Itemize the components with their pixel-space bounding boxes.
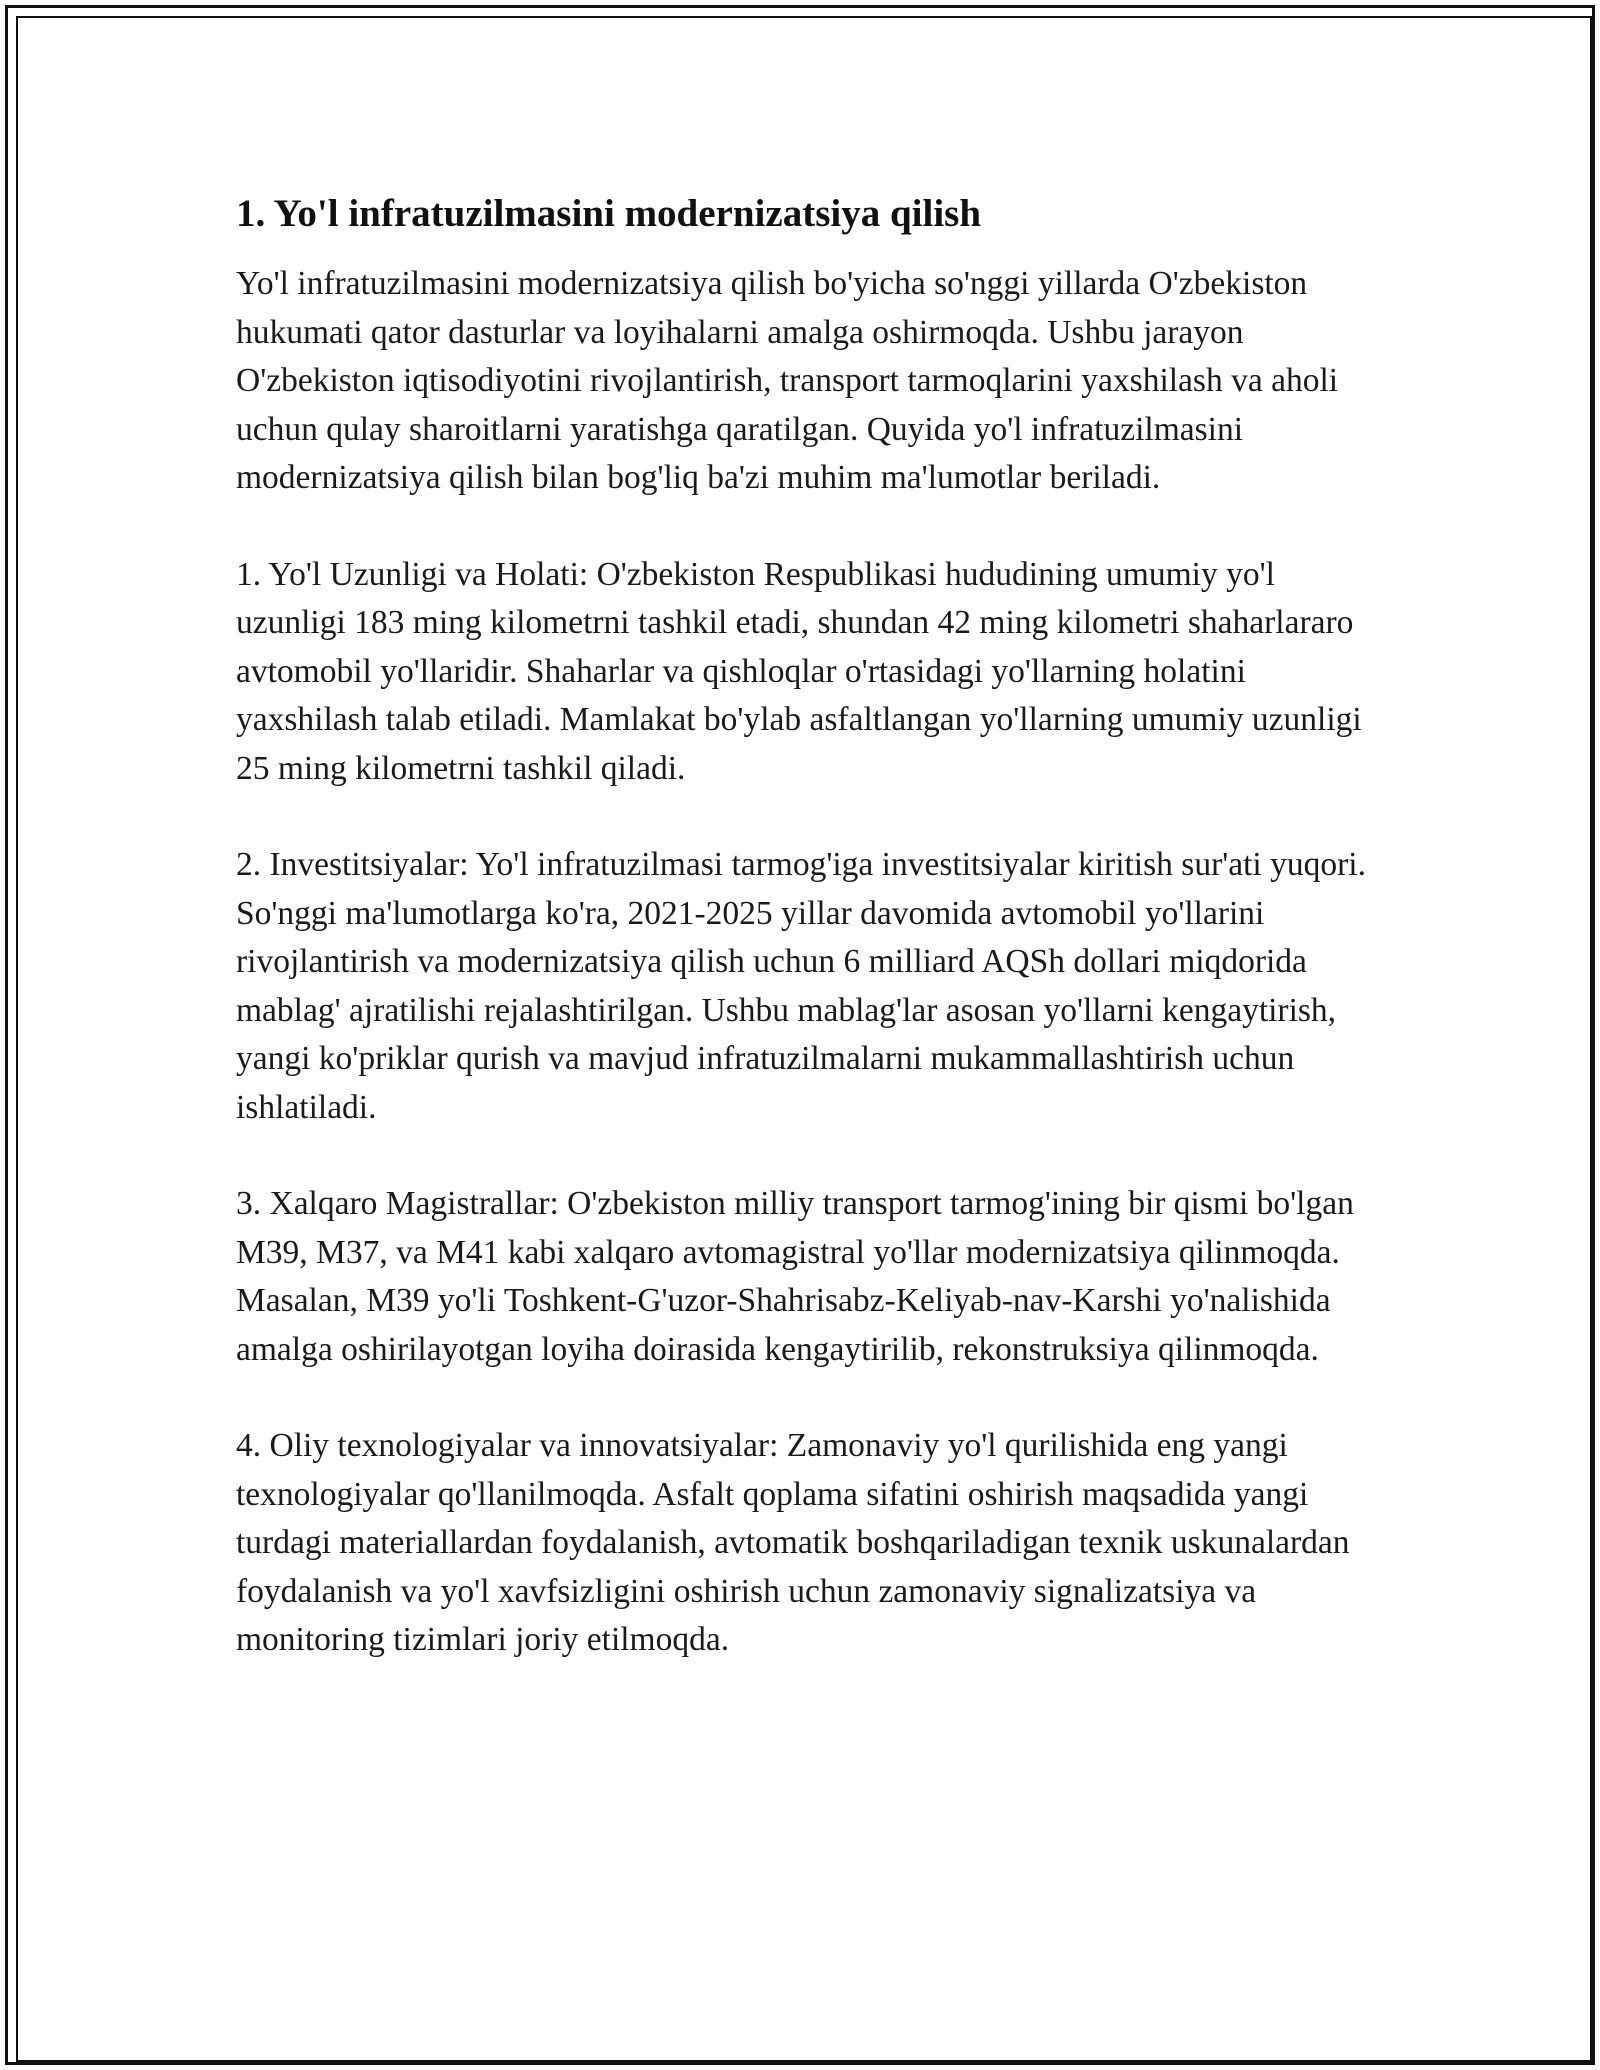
paragraph-road-length: 1. Yo'l Uzunligi va Holati: O'zbekiston Respublikasi hududining umumiy yo'l uzunligi 183 ming kilometrni tashkil etadi, shundan 42 ming kilometri shaharlararo avtomobil yo'llaridir. Shaharlar va qishloqlar o'rtasidagi yo'llarning holatini yaxshilash talab etiladi. Mamlakat bo'ylab asfaltlangan yo'llarning umumiy uzunligi 25 ming kilometrni tashkil qiladi.: [236, 555, 1362, 787]
intro-paragraph: Yo'l infratuzilmasini modernizatsiya qilish bo'yicha so'nggi yillarda O'zbekiston hukumati qator dasturlar va loyihalarni amalga oshirmoqda. Ushbu jarayon O'zbekiston iqtisodiyotini rivojlantirish, transport tarmoqlarini yaxshilash va aholi uchun qulay sharoitlarni yaratishga qaratilgan. Quyida yo'l infratuzilmasini modernizatsiya qilish bilan bog'liq ba'zi muhim ma'lumotlar beriladi.: [236, 265, 1339, 496]
paragraph-investments: 2. Investitsiyalar: Yo'l infratuzilmasi tarmog'iga investitsiyalar kiritish sur'ati yuqori. So'nggi ma'lumotlarga ko'ra, 2021-2025 yillar davomida avtomobil yo'llarini rivojlantirish va modernizatsiya qilish uchun 6 milliard AQSh dollari miqdorida mablag' ajratilishi rejalashtirilgan. Ushbu mablag'lar asosan yo'llarni kengaytirish, yangi ko'priklar qurish va mavjud infratuzilmalarni mukammallashtirish uchun ishlatiladi.: [236, 846, 1366, 1126]
paragraph-technologies: 4. Oliy texnologiyalar va innovatsiyalar: Zamonaviy yo'l qurilishida eng yangi texnologiyalar qo'llanilmoqda. Asfalt qoplama sifatini oshirish maqsadida yangi turdagi materiallardan foydalanish, avtomatik boshqariladigan texnik uskunalardan foydalanish va yo'l xavfsizligini oshirish uchun zamonaviy signalizatsiya va monitoring tizimlari joriy etilmoqda.: [236, 1427, 1350, 1658]
document-body: [236, 188, 1376, 1713]
paragraph-international-highways: 3. Xalqaro Magistrallar: O'zbekiston milliy transport tarmog'ining bir qismi bo'lgan M39, M37, va M41 kabi xalqaro avtomagistral yo'llar modernizatsiya qilinmoqda. Masalan, M39 yo'li Toshkent-G'uzor-Shahrisabz-Keliyab-nav-Karshi yo'nalishida amalga oshirilayotgan loyiha doirasida kengaytirilib, rekonstruksiya qilinmoqda.: [236, 1185, 1354, 1368]
section-heading: 1. Yo'l infratuzilmasini modernizatsiya qilish: [236, 192, 982, 235]
